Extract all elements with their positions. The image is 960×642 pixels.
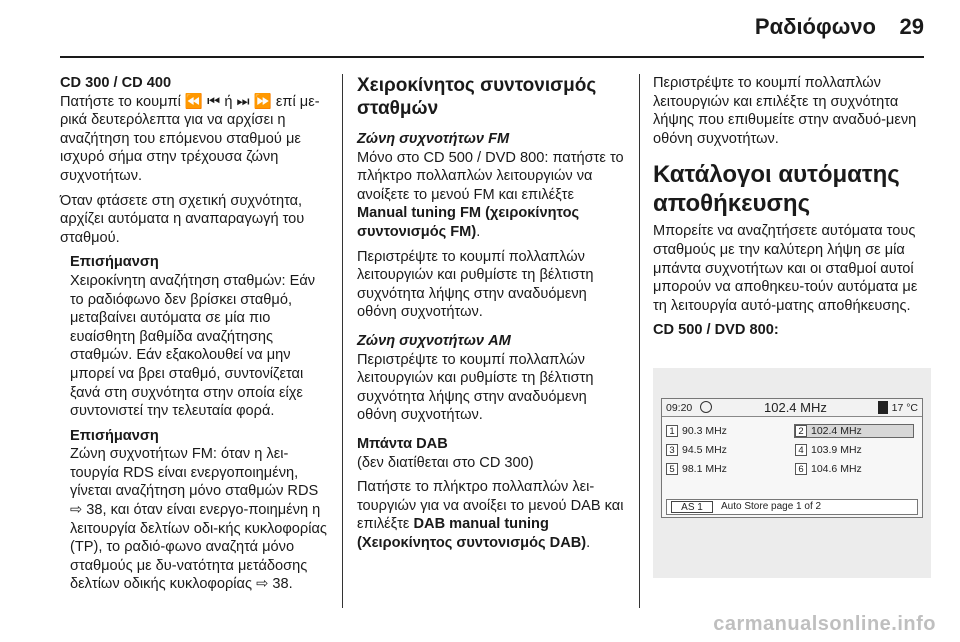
preset-frequency: 103.9 MHz xyxy=(811,444,862,456)
fm-menu-item: Manual tuning FM (χειροκίνητος συντονισμός FM) xyxy=(357,205,580,240)
tuning-paragraph: Όταν φτάσετε στη σχετική συχνότητα, αρχίζει αυτόματα η αναπαραγωγή του σταθμού. xyxy=(60,192,305,246)
note-title: Επισήμανση xyxy=(70,427,159,444)
note-text: Χειροκίνητη αναζήτηση σταθμών: Εάν το ραδιόφωνο δεν βρίσκει σταθμό, μεταβαίνει αυτόματα σε μία πιο ευαίσθητη βαθμίδα αναζήτησης σταθμών. Εάν εξακολουθεί να μην μπορεί να βρει σταθμό, συντονίζεται ξανά στη συχνότητα στην οποία είχε συντονιστεί την τελευταία φορά. xyxy=(70,272,316,420)
preset-frequency: 98.1 MHz xyxy=(682,463,727,475)
autostore-page-label: Auto Store page 1 of 2 xyxy=(721,501,822,512)
am-paragraph: Περιστρέψτε το κουμπί πολλαπλών λειτουργιών και ρυθμίστε τη βέλτιστη συχνότητα λήψης στην αναδυόμενη οθόνη συχνοτήτων. xyxy=(357,351,594,424)
preset-frequency: 102.4 MHz xyxy=(811,425,862,437)
fm-paragraph: Μόνο στο CD 500 / DVD 800: πατήστε το πλήκτρο πολλαπλών λειτουργιών να ανοίξετε το μενού FM και επιλέξτε Manual tuning FM (χειροκίνητος συντονισμός FM). xyxy=(357,149,624,240)
preset-1[interactable] xyxy=(666,425,776,439)
seek-paragraph: Πατήστε το κουμπί ⏪ ⏮ ή ⏭ ⏩ επί με-ρικά δευτερόλεπτα για να αρχίσει η αναζήτηση του επόμενου σταθμού με ισχυρό σήμα στην τρέχουσα ζώνη συχνοτήτων. xyxy=(60,93,320,184)
dab-note: (δεν διατίθεται στο CD 300) xyxy=(357,454,534,471)
radio-display xyxy=(661,398,923,518)
autostore-bar xyxy=(666,499,918,515)
preset-number: 1 xyxy=(666,425,678,437)
temperature: 17 °C xyxy=(891,402,918,414)
preset-number: 2 xyxy=(795,425,807,437)
dab-heading: Μπάντα DAB xyxy=(357,435,448,452)
thermometer-icon xyxy=(878,401,888,414)
section-title: Ραδιόφωνο xyxy=(754,14,876,39)
fm-text: Μόνο στο CD 500 / DVD 800: πατήστε το πλήκτρο πολλαπλών λειτουργιών να ανοίξετε το μενού FM και επιλέξτε xyxy=(357,149,624,203)
note-block-1 xyxy=(60,253,328,420)
dab-menu-item: DAB manual tuning (Χειροκίνητος συντονισμός DAB) xyxy=(357,516,587,551)
model-heading: CD 300 / CD 400 xyxy=(60,75,172,91)
rotate-paragraph: Περιστρέψτε το κουμπί πολλαπλών λειτουργιών και επιλέξτε τη συχνότητα λήψης που επιθυμείτε στην αναδυό-μενη οθόνη συχνοτήτων. xyxy=(653,75,917,147)
am-heading: Ζώνη συχνοτήτων AM xyxy=(357,332,511,349)
clock-time: 09:20 xyxy=(666,402,693,414)
preset-number: 6 xyxy=(795,463,807,475)
note-block-2 xyxy=(60,427,328,594)
preset-5[interactable] xyxy=(666,463,776,477)
preset-number: 5 xyxy=(666,463,678,475)
column-2 xyxy=(357,74,627,558)
preset-6[interactable] xyxy=(795,463,915,477)
header-divider xyxy=(60,56,924,58)
note-text: Ζώνη συχνοτήτων FM: όταν η λει-τουργία RDS είναι ενεργοποιημένη, γίνεται αναζήτηση μόνο σταθμών RDS ⇨ 38, και όταν είναι ενεργο-ποιημένη η λειτουργία δελτίων οδι-κής κυκλοφορίας (TP), το ραδιό-φωνο αναζητά μόνο σταθμούς με δυ-νατότητα μετάδοσης δελτίων οδικής κυκλοφορίας ⇨ 38. xyxy=(70,446,327,593)
preset-frequency: 90.3 MHz xyxy=(682,425,727,437)
column-1 xyxy=(60,74,328,600)
page-header xyxy=(0,0,960,56)
autostore-paragraph: Μπορείτε να αναζητήσετε αυτόματα τους σταθμούς με την καλύτερη λήψη σε μία μπάντα συχνοτήτων και οι σταθμοί αυτοί μπορούν να αποθηκευ-τούν αυτόματα με τη λειτουργία αυτό-ματης αποθήκευσης. xyxy=(653,223,918,314)
preset-number: 4 xyxy=(795,444,807,456)
fm-rotate-paragraph: Περιστρέψτε το κουμπί πολλαπλών λειτουργιών και ρυθμίστε τη βέλτιστη συχνότητα λήψης στην αναδυόμενη οθόνη συχνοτήτων. xyxy=(357,248,594,321)
column-divider-2 xyxy=(639,74,640,608)
preset-number: 3 xyxy=(666,444,678,456)
fm-heading: Ζώνη συχνοτήτων FM xyxy=(357,131,510,147)
preset-4[interactable] xyxy=(795,444,915,458)
autostore-button[interactable]: AS 1 xyxy=(671,501,713,513)
radio-display-image xyxy=(653,368,931,578)
current-frequency: 102.4 MHz xyxy=(764,400,827,415)
preset-2[interactable] xyxy=(794,424,914,438)
preset-3[interactable] xyxy=(666,444,776,458)
dab-paragraph: Πατήστε το πλήκτρο πολλαπλών λει-τουργιών για να ανοίξει το μενού DAB και επιλέξτε DAB manual tuning (Χειροκίνητος συντονισμός DAB). xyxy=(357,479,624,551)
preset-frequency: 94.5 MHz xyxy=(682,444,727,456)
manual-tuning-heading: Χειροκίνητος συντονισμός σταθμών xyxy=(357,75,597,119)
column-3 xyxy=(653,74,929,340)
autostore-heading: Κατάλογοι αυτόματης αποθήκευσης xyxy=(653,161,900,218)
column-divider-1 xyxy=(342,74,343,608)
page-number: 29 xyxy=(899,14,924,39)
display-status-bar xyxy=(662,399,922,417)
note-title: Επισήμανση xyxy=(70,254,159,271)
model-subheading: CD 500 / DVD 800: xyxy=(653,322,779,339)
dab-text: Πατήστε το πλήκτρο πολλαπλών λει-τουργιών για να ανοίξει το μενού DAB και επιλέξτε xyxy=(357,479,624,533)
watermark: carmanualsonline.info xyxy=(713,613,936,635)
preset-frequency: 104.6 MHz xyxy=(811,463,862,475)
clock-icon xyxy=(700,401,712,413)
